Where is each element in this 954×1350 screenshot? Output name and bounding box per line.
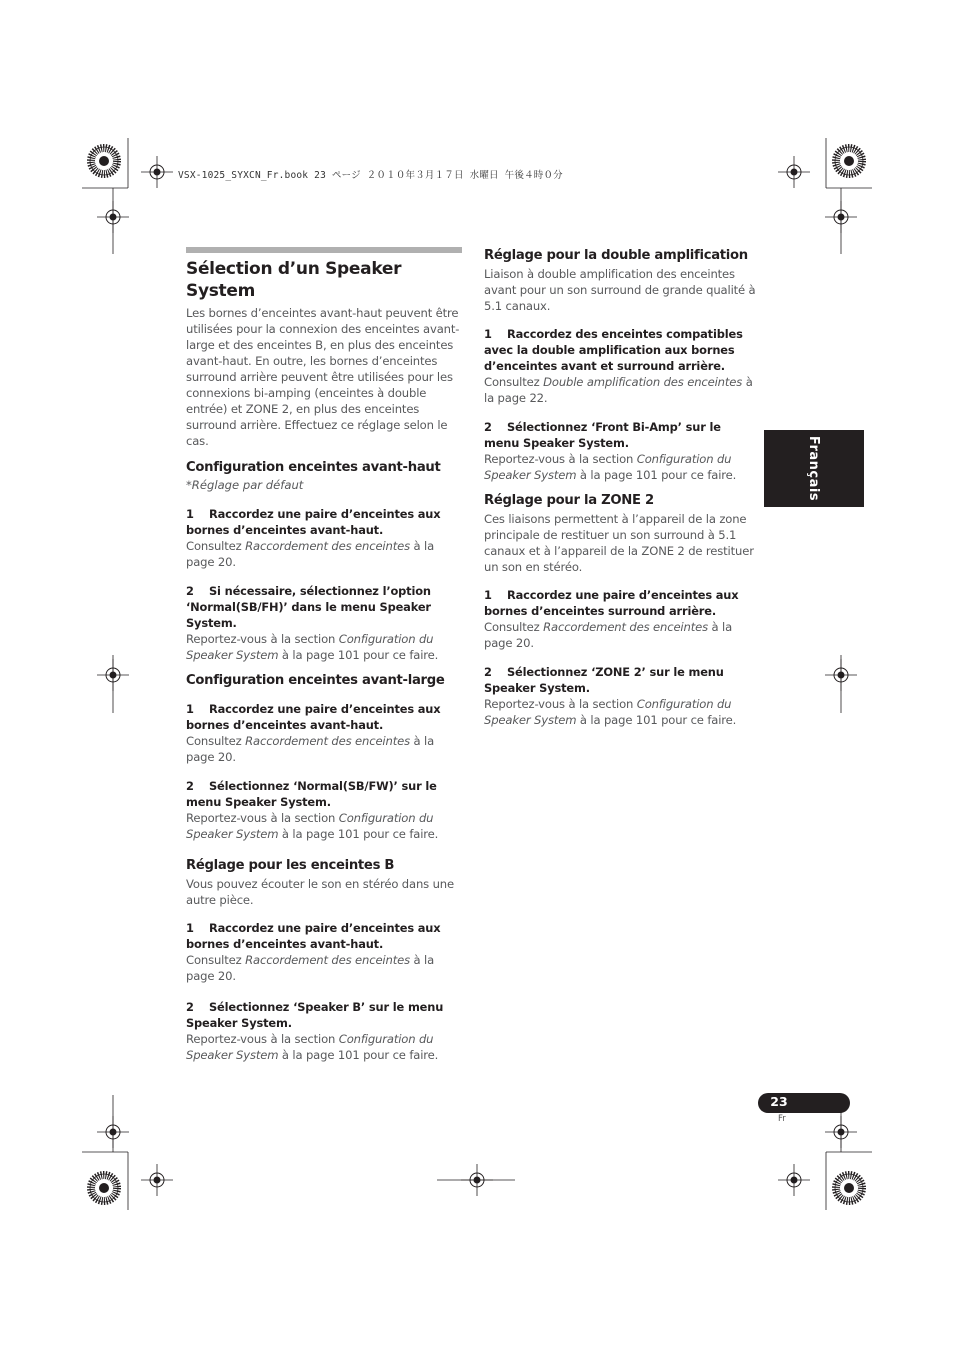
- file-info-header: VSX-1025_SYXCN_Fr.book 23 ページ ２０１０年３月１７日 水曜日 午後４時０分: [178, 170, 563, 181]
- section-body: Liaison à double amplification des enceintes avant pour un son surround de grande qualité à 5.1 canaux.: [484, 267, 756, 313]
- step-title: 2 Sélectionnez ‘Normal(SB/FW)’ sur le menu Speaker System.: [186, 779, 437, 809]
- step-title: 1 Raccordez une paire d’enceintes aux bornes d’enceintes surround arrière.: [484, 588, 739, 618]
- default-note: *Réglage par défaut: [186, 478, 304, 492]
- page-title: Sélection d’un Speaker System: [186, 259, 402, 301]
- step-description: Reportez-vous à la section Configuration du Speaker System à la page 101 pour ce faire.: [484, 697, 737, 727]
- page-number-pill: [758, 1093, 850, 1113]
- right-column: [484, 247, 758, 737]
- step-description: Reportez-vous à la section Configuration du Speaker System à la page 101 pour ce faire.: [484, 452, 737, 482]
- page-number: 23: [770, 1094, 788, 1109]
- step-description: Consultez Raccordement des enceintes à la page 20.: [186, 734, 435, 764]
- step-description: Consultez Raccordement des enceintes à la page 20.: [186, 539, 435, 569]
- page-language-code: Fr: [778, 1114, 786, 1124]
- step-title: 2 Si nécessaire, sélectionnez l’option ‘Normal(SB/FH)’ dans le menu Speaker System.: [186, 584, 431, 630]
- left-column: [186, 247, 464, 1072]
- step-description: Consultez Double amplification des enceintes à la page 22.: [484, 375, 753, 405]
- title-rule: [186, 247, 462, 253]
- section-heading: Configuration enceintes avant-large: [186, 673, 445, 688]
- step-description: Consultez Raccordement des enceintes à la page 20.: [484, 620, 733, 650]
- intro-text: Les bornes d’enceintes avant-haut peuvent être utilisées pour la connexion des enceintes avant-large et des enceintes B, en plus des enceintes avant-haut. En outre, les bornes d’enceintes surround arrière peuvent être utilisées pour les connexions bi-amping (enceintes à double entrée) et ZONE 2, en plus des enceintes surround arrière. Effectuez ce réglage selon le cas.: [186, 306, 460, 448]
- language-tab: [764, 430, 864, 507]
- section-body: Ces liaisons permettent à l’appareil de la zone principale de restituer un son surround à 5.1 canaux et à l’appareil de la ZONE 2 de restituer un son en stéréo.: [484, 512, 754, 574]
- section-heading: Réglage pour la double amplification: [484, 248, 748, 263]
- step-title: 1 Raccordez une paire d’enceintes aux bornes d’enceintes avant-haut.: [186, 702, 441, 732]
- section-body: Vous pouvez écouter le son en stéréo dans une autre pièce.: [186, 877, 454, 907]
- section-heading: Réglage pour les enceintes B: [186, 858, 395, 873]
- step-title: 1 Raccordez une paire d’enceintes aux bornes d’enceintes avant-haut.: [186, 507, 441, 537]
- section-heading: Configuration enceintes avant-haut: [186, 460, 441, 475]
- step-title: 1 Raccordez des enceintes compatibles avec la double amplification aux bornes d’enceintes avant et surround arrière.: [484, 327, 743, 373]
- step-title: 2 Sélectionnez ‘Speaker B’ sur le menu Speaker System.: [186, 1000, 444, 1030]
- section-heading: Réglage pour la ZONE 2: [484, 493, 654, 508]
- step-description: Consultez Raccordement des enceintes à la page 20.: [186, 953, 435, 983]
- step-description: Reportez-vous à la section Configuration du Speaker System à la page 101 pour ce faire.: [186, 632, 439, 662]
- step-title: 2 Sélectionnez ‘ZONE 2’ sur le menu Speaker System.: [484, 665, 724, 695]
- step-description: Reportez-vous à la section Configuration du Speaker System à la page 101 pour ce faire.: [186, 1032, 439, 1062]
- step-title: 2 Sélectionnez ‘Front Bi-Amp’ sur le menu Speaker System.: [484, 420, 721, 450]
- step-title: 1 Raccordez une paire d’enceintes aux bornes d’enceintes avant-haut.: [186, 921, 441, 951]
- language-tab-label: Français: [806, 435, 822, 502]
- step-description: Reportez-vous à la section Configuration du Speaker System à la page 101 pour ce faire.: [186, 811, 439, 841]
